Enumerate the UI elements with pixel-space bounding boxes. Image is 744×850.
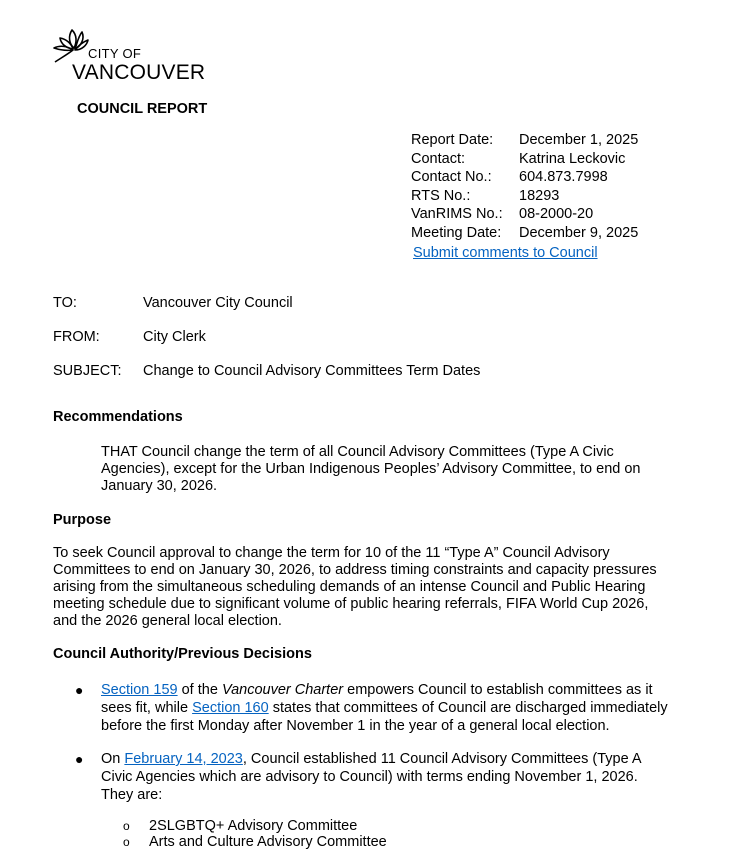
feb-2023-link[interactable]: February 14, 2023 [124, 751, 243, 767]
circle-bullet-icon: o [123, 819, 130, 833]
bullet-text: states that committees of Council are discharged immediately [268, 700, 668, 716]
recommendation-line: Agencies), except for the Urban Indigenous Peoples’ Advisory Committee, to end on [101, 461, 641, 477]
committee-item [123, 834, 543, 850]
meta-value: December 1, 2025 [519, 132, 639, 148]
meta-value: 08-2000-20 [519, 206, 594, 223]
recommendation-line: January 30, 2026. [101, 478, 218, 494]
purpose-line: Committees to end on January 30, 2026, to address timing constraints and capacity pressures [53, 562, 657, 578]
bullet-text: empowers Council to establish committees as it [343, 682, 653, 698]
bullet-text: of the [177, 682, 222, 698]
subject-value: Change to Council Advisory Committees Term Dates [143, 363, 481, 379]
section-159-link[interactable]: Section 159 [101, 682, 178, 698]
report-type-heading: COUNCIL REPORT [77, 101, 208, 117]
meta-value: 18293 [519, 187, 560, 204]
circle-bullet-icon: o [123, 835, 130, 849]
meta-label: Meeting Date: [411, 224, 502, 241]
meta-row [411, 131, 731, 150]
subject-label: SUBJECT: [53, 363, 122, 379]
section-160-link[interactable]: Section 160 [192, 700, 269, 716]
meta-label: Contact: [411, 150, 465, 167]
purpose-line: To seek Council approval to change the term for 10 of the 11 “Type A” Council Advisory [53, 545, 610, 561]
bullet-text: sees fit, while [101, 700, 193, 716]
meta-value: Katrina Leckovic [519, 150, 626, 167]
authority-bullet-list [75, 750, 695, 804]
report-meta [411, 131, 731, 263]
from-row [53, 328, 206, 346]
meta-row [411, 150, 731, 169]
bullet-text: They are: [101, 787, 163, 803]
meta-row [411, 168, 731, 187]
purpose-line: arising from the simultaneous scheduling demands of an intense Council and Public Hearing [53, 579, 646, 595]
bullet-icon: ● [75, 751, 84, 767]
logo-vancouver: VANCOUVER [72, 61, 206, 84]
purpose-heading: Purpose [53, 512, 112, 528]
recommendations-text [101, 444, 721, 495]
purpose-text [53, 545, 733, 630]
committee-name: Arts and Culture Advisory Committee [149, 834, 387, 850]
city-logo [52, 26, 206, 84]
from-label: FROM: [53, 329, 100, 345]
bullet-icon: ● [75, 682, 84, 698]
purpose-line: meeting schedule due to significant volume of public hearing referrals, FIFA World Cup 2026, [53, 596, 649, 612]
meta-label: RTS No.: [411, 187, 471, 204]
logo-city-of: CITY OF [88, 46, 142, 61]
bullet-text: On [101, 751, 125, 767]
bullet-text: Civic Agencies which are advisory to Council) with terms ending November 1, 2026. [101, 769, 638, 785]
recommendations-heading: Recommendations [53, 409, 183, 425]
bullet-text: before the first Monday after November 1 in the year of a general local election. [101, 718, 610, 734]
list-item [75, 750, 695, 804]
committee-item [123, 818, 543, 834]
to-row [53, 294, 293, 312]
bullet-text: , Council established 11 Council Advisory Committees (Type A [242, 751, 642, 767]
meta-label: Report Date: [411, 132, 494, 148]
meta-value: 604.873.7998 [519, 169, 608, 186]
committee-list [123, 818, 543, 850]
meta-label: VanRIMS No.: [411, 206, 503, 223]
meta-row [411, 205, 731, 224]
authority-bullet-list [75, 681, 695, 735]
from-value: City Clerk [143, 329, 206, 345]
charter-title: Vancouver Charter [221, 682, 344, 698]
meta-row [411, 187, 731, 206]
to-value: Vancouver City Council [143, 295, 293, 311]
meta-label: Contact No.: [411, 169, 492, 186]
meta-row [411, 224, 731, 243]
meta-value: December 9, 2025 [519, 224, 639, 241]
recommendation-line: THAT Council change the term of all Council Advisory Committees (Type A Civic [101, 444, 614, 460]
authority-heading: Council Authority/Previous Decisions [53, 646, 312, 662]
subject-row [53, 362, 480, 380]
to-label: TO: [53, 295, 77, 311]
submit-comments-link[interactable]: Submit comments to Council [413, 244, 598, 261]
committee-name: 2SLGBTQ+ Advisory Committee [149, 818, 358, 834]
purpose-line: and the 2026 general local election. [53, 613, 282, 629]
list-item [75, 681, 695, 735]
